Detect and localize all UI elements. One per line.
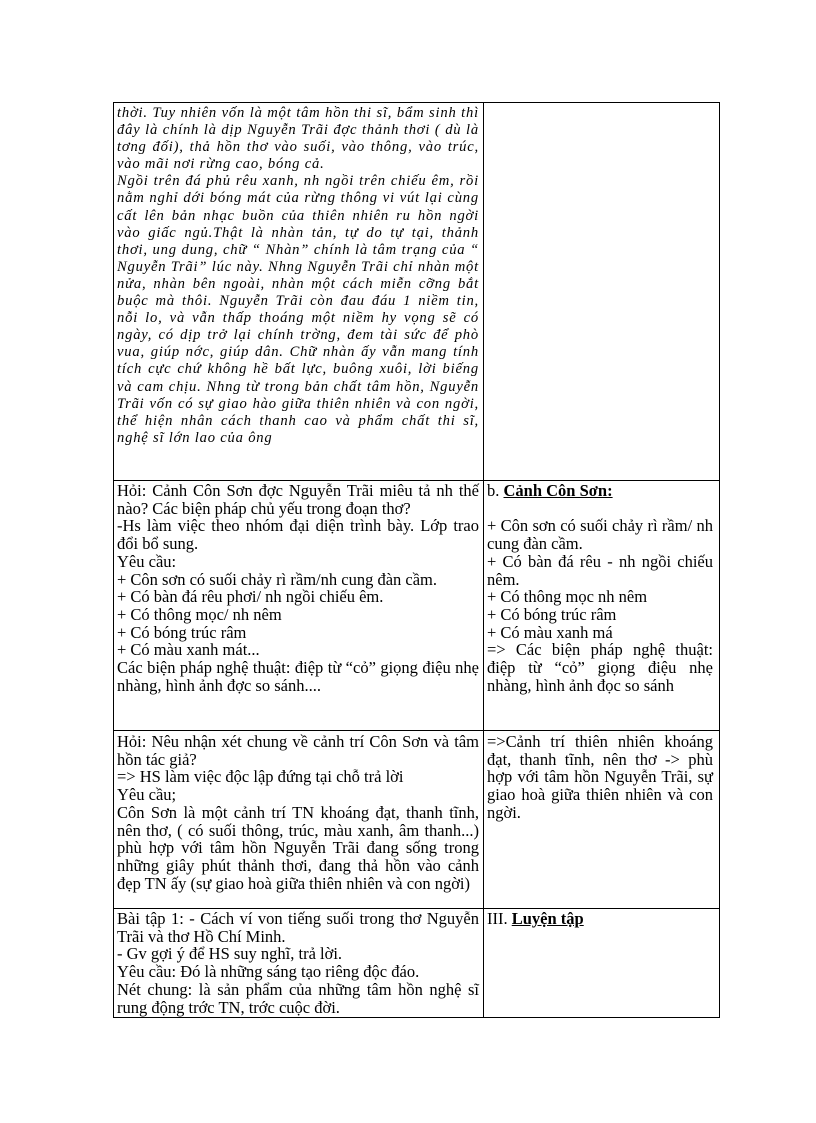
- technique-text: Các biện pháp nghệ thuật: điệp từ “cỏ” giọng điệu nhẹ nhàng, hình ảnh đợc so sánh....: [117, 658, 479, 695]
- lesson-table: [113, 102, 720, 1018]
- summary-line: + Có bàn đá rêu - nh ngồi chiếu nêm.: [487, 551, 713, 589]
- answer-line: + Có thông mọc/ nh nêm: [117, 604, 282, 624]
- row4-left-cell: [117, 910, 479, 1016]
- row2-left-cell: [117, 482, 479, 694]
- summary-line: + Côn sơn có suối chảy rì rầm/ nh cung đàn cầm.: [487, 516, 713, 554]
- row2-right-cell: [487, 482, 713, 694]
- summary-line: + Có bóng trúc râm: [487, 604, 617, 624]
- column-divider: [483, 103, 484, 1017]
- question-text: Hỏi: Nêu nhận xét chung về cảnh trí Côn Sơn và tâm hồn tác giả?: [117, 732, 479, 769]
- intro-paragraph: thời. Tuy nhiên vốn là một tâm hồn thi sĩ, bẩm sinh thì đây là chính là dịp Nguyễn Trãi đợc thảnh thơi ( dù là tơng đối), thả hồn thơ vào suối, vào thông, vào trúc, vào mãi nơi rừng cao, bóng cả.: [117, 105, 479, 173]
- intro-commentary: [117, 105, 479, 447]
- section-heading-b: [487, 482, 713, 500]
- exercise-text: Bài tập 1: - Cách ví von tiếng suối trong thơ Nguyễn Trãi và thơ Hồ Chí Minh.: [117, 909, 479, 946]
- summary-line: => Các biện pháp nghệ thuật: điệp từ “cỏ” giọng điệu nhẹ nhàng, hình ảnh đọc so sánh: [487, 640, 713, 695]
- summary-line: + Có thông mọc nh nêm: [487, 587, 648, 607]
- row4-right-cell: [487, 910, 713, 928]
- section-title: Cảnh Côn Sơn:: [503, 481, 613, 500]
- row3-right-cell: [487, 733, 713, 822]
- conclusion-text: =>Cảnh trí thiên nhiên khoáng đạt, thanh tĩnh, nên thơ -> phù hợp với tâm hồn Nguyễn Trãi, sự giao hoà giữa thiên nhiên và con ngời.: [487, 732, 713, 822]
- row-divider-2: [114, 730, 719, 731]
- requirement-label: Yêu cầu;: [117, 785, 177, 805]
- section-heading-iii: [487, 910, 713, 928]
- common-point-text: Nét chung: là sản phẩm của những tâm hồn nghệ sĩ rung động trớc TN, trớc cuộc đời.: [117, 979, 479, 1017]
- section-label: b.: [487, 481, 500, 500]
- activity-text: -Hs làm việc theo nhóm đại diện trình bày. Lớp trao đổi bổ sung.: [117, 516, 479, 554]
- exercise-hint: - Gv gợi ý để HS suy nghĩ, trả lời.: [117, 944, 343, 964]
- answer-paragraph: Côn Sơn là một cảnh trí TN khoáng đạt, thanh tĩnh, nên thơ, ( có suối thông, trúc, màu xanh, âm thanh...) phù hợp với tâm hồn Nguyễn Trãi đang sống trong những giây phút thảnh thơi, đang thả hồn vào cảnh đẹp TN ấy (sự giao hoà giữa thiên nhiên và con ngời): [117, 802, 479, 893]
- answer-line: + Có màu xanh mát...: [117, 640, 260, 660]
- section-label: III.: [487, 909, 508, 928]
- answer-line: + Có bàn đá rêu phơi/ nh ngồi chiếu êm.: [117, 587, 384, 607]
- intro-paragraph: Ngồi trên đá phủ rêu xanh, nh ngồi trên chiếu êm, rồi nằm nghỉ dới bóng mát của rừng thông vi vút lại cùng cất lên bản nhạc buồn của thiên nhiên ru hồn ngời vào giấc ngủ.Thật là nhàn tản, tự do tự tại, thảnh thơi, ung dung, chữ “ Nhàn” chính là tâm trạng của “ Nguyễn Trãi” lúc này. Nhng Nguyễn Trãi chỉ nhàn một nửa, nhàn bên ngoài, nhàn một cách miễn cỡng bắt buộc mà thôi. Nguyễn Trãi còn đau đáu 1 niềm tin, nỗi lo, và vẫn thấp thoáng một niềm hy vọng sẽ có ngày, có dịp trở lại chính trờng, đem tài sức để phò vua, giúp nớc, giúp dân. Chữ nhàn ấy vẫn mang tính tích cực chứ không hề bất lực, buông xuôi, lời biếng và cam chịu. Nhng từ trong bản chất tâm hồn, Nguyễn Trãi vốn có sự giao hào giữa thiên nhiên và con ngời, thể hiện nhân cách thanh cao và phẩm chất thi sĩ, nghệ sĩ lớn lao của ông: [117, 173, 479, 446]
- answer-line: + Côn sơn có suối chảy rì rầm/nh cung đàn cầm.: [117, 569, 438, 589]
- section-title: Luyện tập: [511, 909, 584, 928]
- summary-line: + Có màu xanh má: [487, 622, 613, 642]
- question-text: Hỏi: Cảnh Côn Sơn đợc Nguyễn Trãi miêu tả nh thế nào? Các biện pháp chủ yếu trong đoạn thơ?: [117, 481, 479, 518]
- activity-text: => HS làm việc độc lập đứng tại chỗ trả lời: [117, 767, 404, 787]
- requirement-label: Yêu cầu:: [117, 551, 177, 571]
- row3-left-cell: [117, 733, 479, 892]
- requirement-text: Yêu cầu: Đó là những sáng tạo riêng độc đáo.: [117, 962, 420, 982]
- answer-line: + Có bóng trúc râm: [117, 622, 247, 642]
